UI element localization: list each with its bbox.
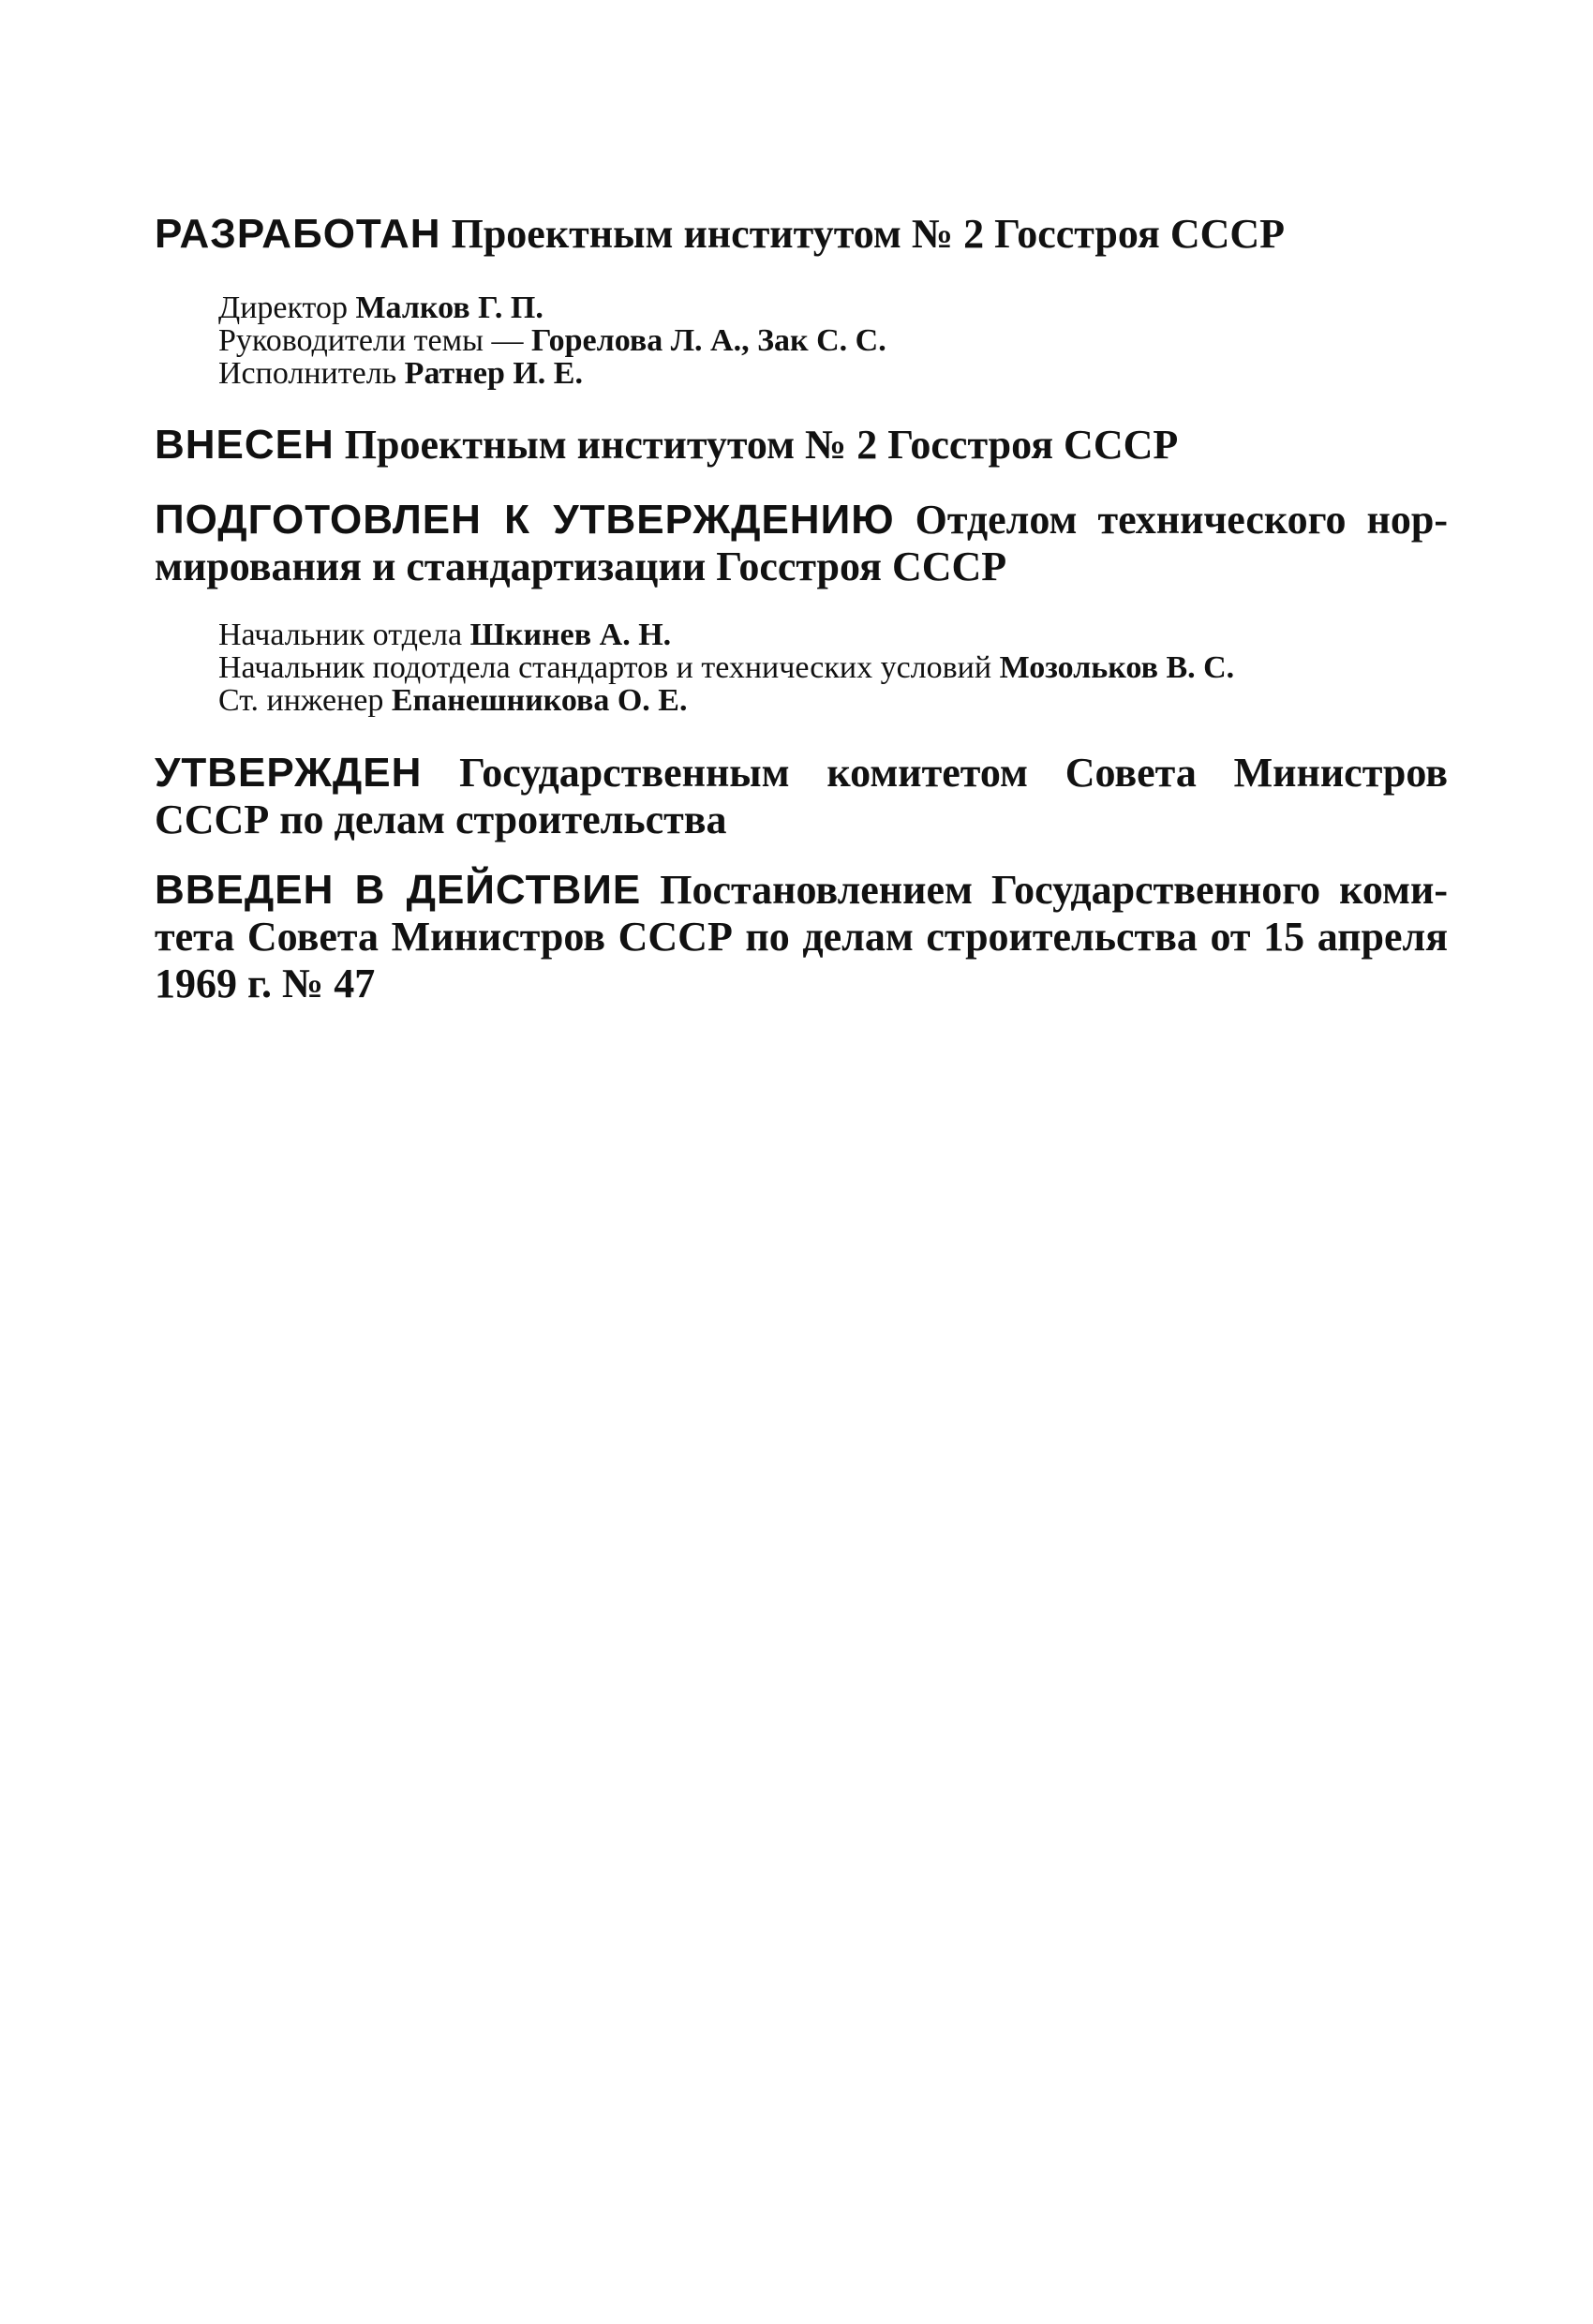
enacted-text-3: 1969 г. № 47 xyxy=(155,961,376,1006)
prepared-text-2: мирования и стандартизации Госстроя СССР xyxy=(155,544,1007,589)
developed-heading xyxy=(155,211,1448,258)
approved-heading-line-1 xyxy=(155,750,1448,797)
developed-text: Проектным институтом № 2 Госстроя СССР xyxy=(451,211,1286,257)
person-name: Мозольков В. С. xyxy=(999,650,1235,685)
developed-keyword: РАЗРАБОТАН xyxy=(155,211,441,257)
person-role: Ст. инженер xyxy=(218,683,384,718)
prepared-person-2 xyxy=(218,651,1437,684)
approved-text-1: Государственным комитетом Совета Министров xyxy=(459,750,1448,796)
person-name: Горелова Л. А., Зак С. С. xyxy=(530,323,886,358)
approved-heading-line-2 xyxy=(155,797,1448,843)
prepared-person-3 xyxy=(218,684,1437,717)
prepared-heading-line-1 xyxy=(155,497,1448,544)
submitted-text: Проектным институтом № 2 Госстроя СССР xyxy=(344,422,1179,468)
developed-person-1 xyxy=(218,291,1437,324)
person-name: Епанешникова О. Е. xyxy=(391,683,688,718)
enacted-heading-line-2 xyxy=(155,914,1448,961)
person-name: Шкинев А. Н. xyxy=(469,618,672,652)
enacted-text-2: тета Совета Министров СССР по делам строительства от 15 апреля xyxy=(155,914,1448,960)
approved-text-2: СССР по делам строительства xyxy=(155,797,727,842)
person-name: Ратнер И. Е. xyxy=(404,356,583,391)
person-role: Начальник отдела xyxy=(218,618,463,652)
prepared-person-1 xyxy=(218,618,1437,651)
person-role: Руководители темы — xyxy=(218,323,524,358)
enacted-heading-line-3 xyxy=(155,961,1448,1007)
enacted-keyword: ВВЕДЕН В ДЕЙСТВИЕ xyxy=(155,867,642,913)
developed-person-2 xyxy=(218,324,1437,357)
person-role: Начальник подотдела стандартов и технических условий xyxy=(218,650,992,685)
enacted-heading-line-1 xyxy=(155,867,1448,914)
prepared-heading-line-2 xyxy=(155,544,1448,590)
submitted-heading xyxy=(155,422,1448,469)
prepared-text-1: Отделом технического нор- xyxy=(915,497,1448,543)
approved-keyword: УТВЕРЖДЕН xyxy=(155,750,423,796)
person-name: Малков Г. П. xyxy=(355,290,543,325)
person-role: Исполнитель xyxy=(218,356,397,391)
prepared-keyword: ПОДГОТОВЛЕН К УТВЕРЖДЕНИЮ xyxy=(155,497,895,543)
person-role: Директор xyxy=(218,290,348,325)
developed-person-3 xyxy=(218,357,1437,390)
enacted-text-1: Постановлением Государственного коми- xyxy=(660,867,1448,913)
submitted-keyword: ВНЕСЕН xyxy=(155,422,335,468)
